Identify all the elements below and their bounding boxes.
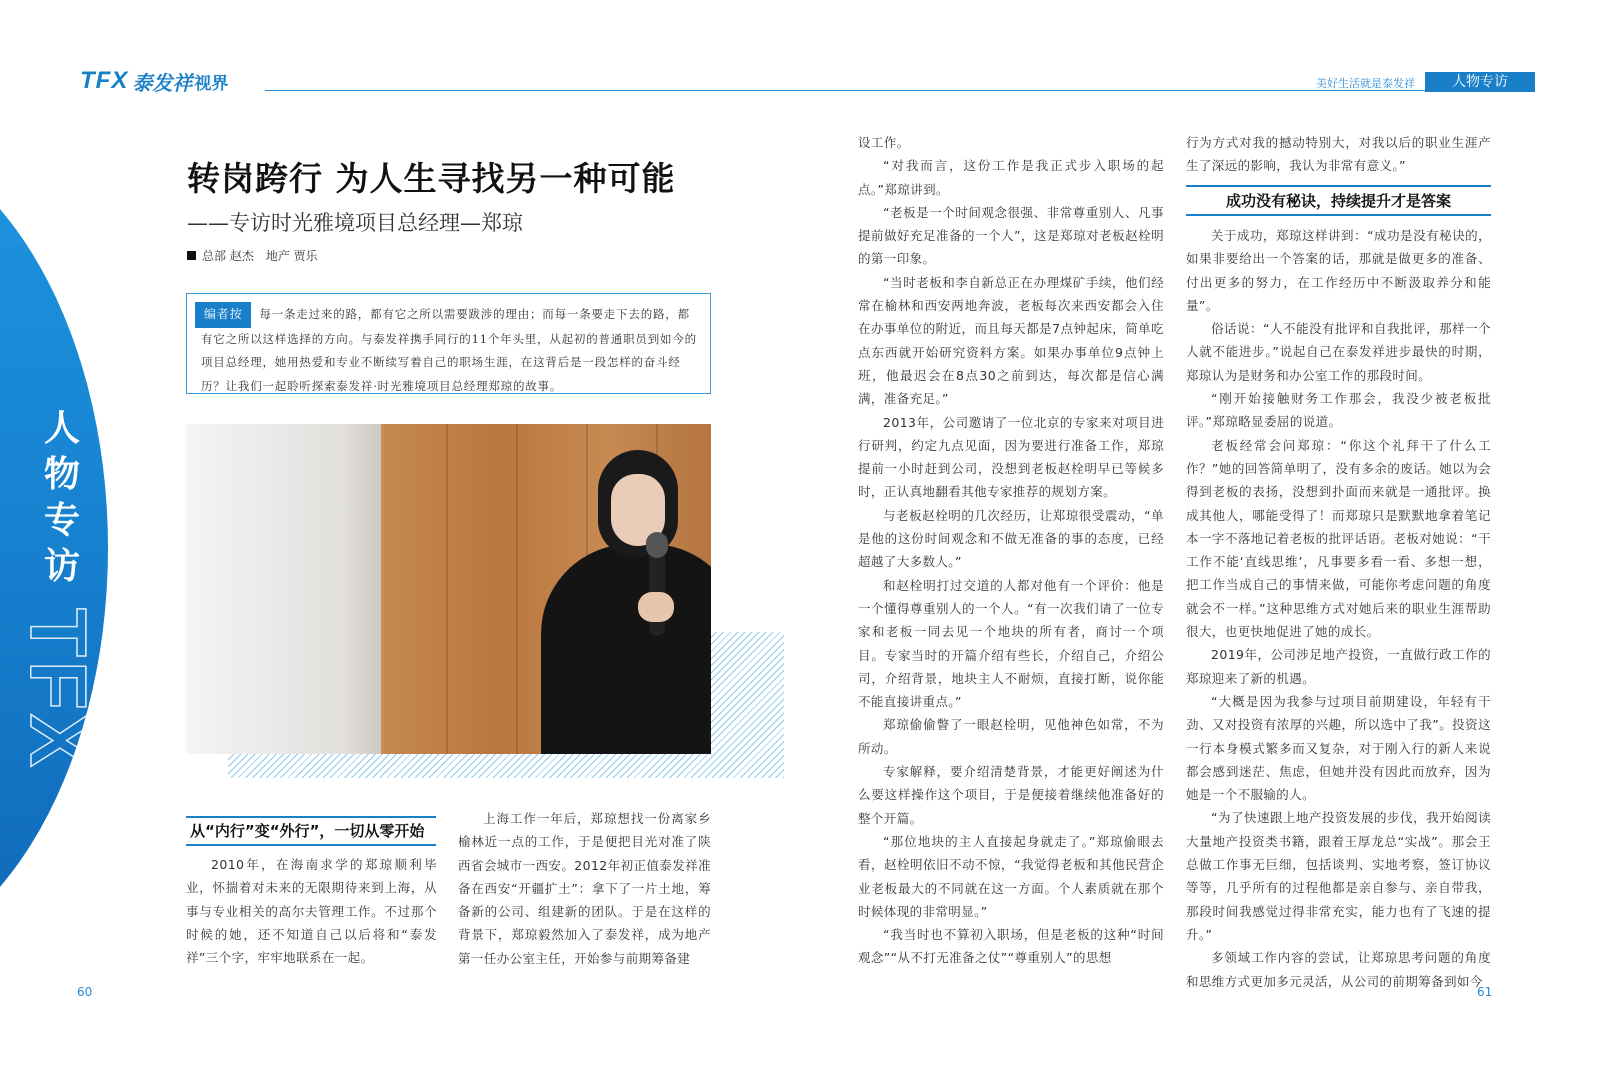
section-tag: 人物专访: [1425, 72, 1535, 92]
text-column-2: [458, 807, 711, 970]
paragraph: 2013年，公司邀请了一位北京的专家来对项目进行研判，约定九点见面，因为要进行准备工作，郑琼提前一小时赶到公司，没想到老板赵栓明早已等候多时，正认真地翻看其他专家推荐的规划方案。: [858, 414, 1164, 500]
speaker-body: [541, 544, 711, 754]
editor-note-label: 编者按: [195, 302, 251, 328]
sidebar-tfx-watermark: TFX: [14, 608, 103, 772]
paragraph: “我当时也不算初入职场，但是老板的这种“时间观念”“从不打无准备之仗”“尊重别人”的思想: [858, 927, 1164, 966]
paragraph: “那位地块的主人直接起身就走了。”郑琼偷眼去看，赵栓明依旧不动不惊，“我觉得老板和其他民营企业老板最大的不同就在这一方面。个人素质就在那个时候体现的非常明显。”: [858, 833, 1164, 919]
paragraph: 老板经常会问郑琼：“你这个礼拜干了什么工作？”她的回答简单明了，没有多余的废话。她以为会得到老板的表扬，没想到扑面而来就是一通批评。换成其他人，哪能受得了！而郑琼只是默默地拿着笔记本一字不落地记着老板的批评话语。老板对她说：“干工作不能‘直线思维’，凡事要多看一看、多想一想，把工作当成自己的事情来做，可能你考虑问题的角度就会不一样。”这种思维方式对她后来的职业生涯帮助很大，也更快地促进了她的成长。: [1186, 437, 1491, 640]
photo-curtain: [186, 424, 381, 754]
article-subtitle: ——专访时光雅境项目总经理—郑琼: [187, 211, 523, 235]
paragraph: 2019年，公司涉足地产投资，一直做行政工作的郑琼迎来了新的机遇。: [1186, 647, 1491, 686]
speaker-hand: [638, 592, 674, 622]
paragraph: “当时老板和李自新总正在办理煤矿手续，他们经常在榆林和西安两地奔波，老板每次来西安都会入住在办事单位的附近，而且每天都是7点钟起床，简单吃点东西就开始研究资料方案。如果办事单位9点钟上班，他最迟会在8点30之前到达，每次都是信心满满，准备充足。”: [858, 274, 1164, 407]
section-heading-1: [186, 816, 436, 846]
sidebar-arc: [0, 128, 108, 968]
paragraph: 专家解释，要介绍清楚背景，才能更好阐述为什么要这样操作这个项目，于是便接着继续他准备好的整个开篇。: [858, 764, 1164, 826]
paragraph: 多领域工作内容的尝试，让郑琼思考问题的角度和思维方式更加多元灵活，从公司的前期筹备到如今: [1186, 950, 1491, 989]
paragraph: 设工作。: [858, 135, 910, 150]
byline-square-icon: [187, 251, 196, 260]
page-number-left: 60: [77, 985, 93, 999]
editor-note-box: [186, 293, 711, 394]
photo-wood-line: [516, 424, 518, 754]
paragraph: 2010年，在海南求学的郑琼顺利毕业，怀揣着对未来的无限期待来到上海，从事与专业相关的高尔夫管理工作。不过那个时候的她，还不知道自己以后将和“泰发祥”三个字，牢牢地联系在一起。: [186, 857, 437, 966]
section-heading-2-text: 成功没有秘诀，持续提升才是答案: [1225, 192, 1451, 210]
paragraph: 关于成功，郑琼这样讲到：“成功是没有秘诀的，如果非要给出一个答案的话，那就是做更多的准备、付出更多的努力，在工作经历中不断汲取养分和能量”。: [1186, 228, 1491, 313]
paragraph: “对我而言，这份工作是我正式步入职场的起点。”郑琼讲到。: [858, 158, 1164, 197]
header-tagline: 美好生活就是泰发祥: [1316, 77, 1415, 90]
section-heading-bar: [1186, 185, 1491, 187]
editor-note-text: 每一条走过来的路，都有它之所以需要跋涉的理由；而每一条要走下去的路，都有它之所以这样选择的方向。与泰发祥携手同行的11个年头里，从起初的普通职员到如今的项目总经理，她用热爱和专业不断续写着自己的职场生涯，在这背后是一段怎样的奋斗经历？让我们一起聆听探索泰发祥·时光雅境项目总经理郑琼的故事。: [201, 307, 697, 393]
paragraph: 和赵栓明打过交道的人都对他有一个评价：他是一个懂得尊重别人的一个人。“有一次我们请了一位专家和老板一同去见一个地块的所有者，商讨一个项目。专家当时的开篇介绍有些长，介绍自己，介绍公司，介绍背景，地块主人不耐烦，直接打断，说你能不能直接讲重点。”: [858, 577, 1164, 710]
text-column-4-top: [1186, 131, 1491, 178]
section-heading-bar: [1186, 214, 1491, 216]
paragraph: “大概是因为我参与过项目前期建设，年轻有干劲、又对投资有浓厚的兴趣，所以选中了我”。投资这一行本身模式繁多而又复杂，对于刚入行的新人来说都会感到迷茫、焦虑，但她并没有因此而放弃，因为她是一个不服输的人。: [1186, 693, 1491, 803]
section-heading-bar: [186, 816, 436, 818]
logo-shijie-text: 视界: [194, 73, 229, 94]
text-column-4: [1186, 224, 1491, 993]
paragraph: 郑琼偷偷瞥了一眼赵栓明，见他神色如常，不为所动。: [858, 717, 1164, 756]
paragraph: “为了快速跟上地产投资发展的步伐，我开始阅读大量地产投资类书籍，跟着王厚龙总“实战”。那会王总做工作事无巨细，包括谈判、实地考察，签订协议等等，几乎所有的过程他都是亲自参与、亲自带我，那段时间我感觉过得非常充实，能力也有了飞速的提升。”: [1186, 810, 1491, 942]
paragraph: 行为方式对我的撼动特别大，对我以后的职业生涯产生了深远的影响，我认为非常有意义。”: [1186, 135, 1491, 174]
logo-tfx-text: TFX: [80, 67, 129, 94]
page-header: [0, 0, 1600, 100]
section-heading-2: [1186, 185, 1491, 216]
paragraph: 与老板赵栓明的几次经历，让郑琼很受震动，“单是他的这份时间观念和不做无准备的事的态度，已经超越了大多数人。”: [858, 507, 1164, 570]
article-title: 转岗跨行 为人生寻找另一种可能: [187, 159, 676, 198]
microphone-head: [646, 532, 668, 558]
sidebar-vertical-title: 人物专访: [43, 408, 80, 587]
photo-wood-line: [446, 424, 448, 754]
text-column-1: [186, 853, 437, 969]
text-column-3: [858, 131, 1164, 970]
page-number-right: 61: [1477, 985, 1493, 999]
portrait-photo: [186, 424, 711, 754]
paragraph: 俗话说：“人不能没有批评和自我批评，那样一个人就不能进步。”说起自己在泰发祥进步最快的时期，郑琼认为是财务和办公室工作的那段时间。: [1186, 321, 1491, 383]
section-heading-1-text: 从“内行”变“外行”，一切从零开始: [190, 822, 425, 840]
logo-brand-text: 泰发祥: [132, 70, 193, 95]
paragraph: “老板是一个时间观念很强、非常尊重别人、凡事提前做好充足准备的一个人”，这是郑琼对老板赵栓明的第一印象。: [858, 204, 1164, 267]
article-byline: [187, 247, 318, 264]
section-heading-bar: [186, 844, 436, 846]
editor-note: [201, 302, 698, 398]
byline-authors: 总部 赵杰 地产 贾乐: [202, 249, 318, 263]
paragraph: “刚开始接触财务工作那会，我没少被老板批评。”郑琼略显委屈的说道。: [1186, 391, 1491, 430]
paragraph: 上海工作一年后，郑琼想找一份离家乡榆林近一点的工作，于是便把目光对准了陕西省会城市一西安。2012年初正值泰发祥准备在西安“开疆扩土”：拿下了一片土地，筹备新的公司、组建新的团队。于是在这样的背景下，郑琼毅然加入了泰发祥，成为地产第一任办公室主任，开始参与前期筹备建: [458, 811, 711, 966]
magazine-logo: [80, 68, 228, 94]
